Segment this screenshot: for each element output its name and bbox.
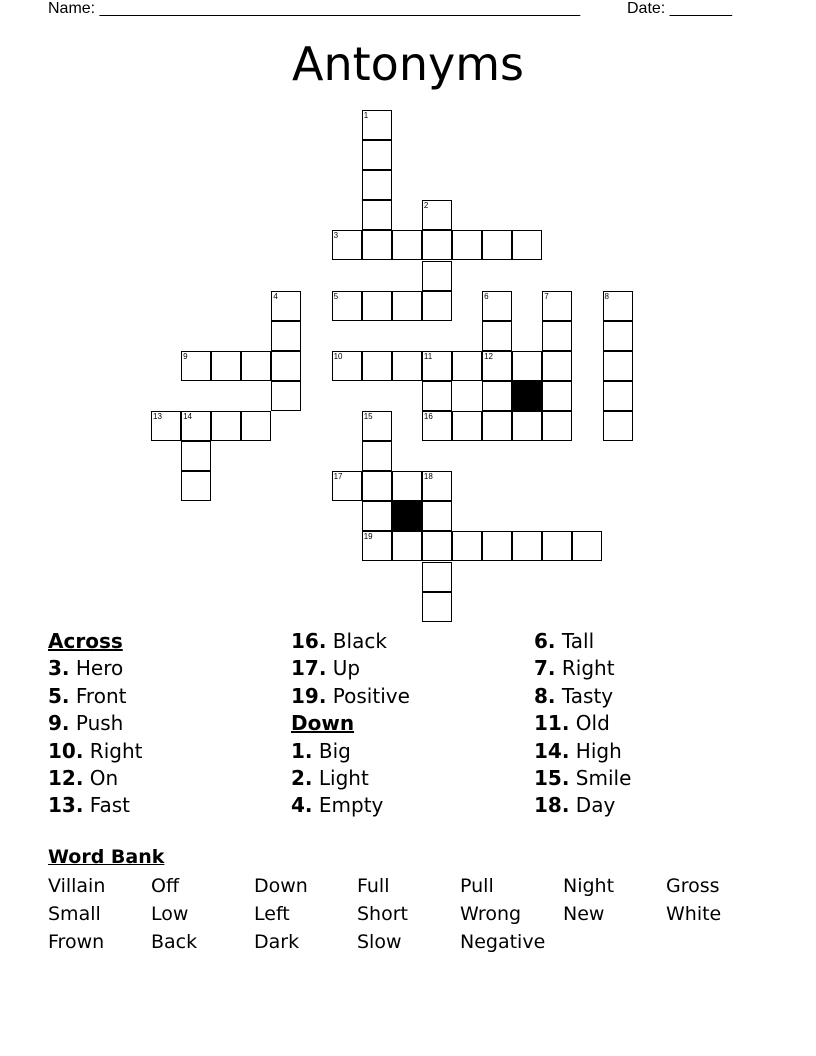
clue-item xyxy=(534,765,631,792)
clue-item xyxy=(291,792,410,819)
word-bank-word: Frown xyxy=(48,931,105,953)
clue-item-number: 13. xyxy=(48,793,84,818)
clue-item-text: Push xyxy=(75,711,124,736)
grid-cell[interactable] xyxy=(482,230,512,260)
grid-cell[interactable] xyxy=(603,381,633,411)
grid-cell[interactable] xyxy=(512,351,542,381)
clue-number: 16 xyxy=(423,412,433,421)
word-bank-word: Villain xyxy=(48,875,106,897)
grid-cell[interactable] xyxy=(241,351,271,381)
grid-cell[interactable] xyxy=(362,291,392,321)
grid-cell[interactable] xyxy=(572,531,602,561)
grid-cell[interactable] xyxy=(452,351,482,381)
word-bank-word: White xyxy=(666,903,722,925)
clue-item-text: Up xyxy=(332,656,361,681)
word-bank-word: Left xyxy=(254,903,290,925)
clue-item-text: Light xyxy=(318,766,369,791)
grid-cell[interactable] xyxy=(422,230,452,260)
clue-item-number: 11. xyxy=(534,711,570,736)
clue-item-text: Tall xyxy=(561,629,595,653)
clue-item xyxy=(291,738,410,765)
word-bank-word: Dark xyxy=(254,931,300,953)
grid-cell[interactable] xyxy=(482,351,512,381)
grid-cell[interactable] xyxy=(422,200,452,230)
grid-cell[interactable] xyxy=(362,110,392,140)
clue-item-text: Hero xyxy=(75,656,124,681)
grid-cell[interactable] xyxy=(452,411,482,441)
word-bank-word: Low xyxy=(151,903,189,925)
clue-number: 19 xyxy=(363,532,373,542)
grid-cell[interactable] xyxy=(392,291,422,321)
grid-cell[interactable] xyxy=(271,381,301,411)
clue-item xyxy=(48,710,142,737)
clue-item-text: High xyxy=(575,738,622,763)
grid-cell[interactable] xyxy=(332,471,362,501)
grid-cell[interactable] xyxy=(181,411,211,441)
clue-item-number: 7. xyxy=(534,656,556,681)
word-bank-title: Word Bank xyxy=(48,846,165,868)
clue-number: 13 xyxy=(153,412,162,421)
grid-cell[interactable] xyxy=(271,291,301,321)
clue-item xyxy=(534,710,631,737)
block-cell xyxy=(392,501,422,531)
grid-cell[interactable] xyxy=(482,531,512,561)
clue-item-text: Black xyxy=(332,629,387,653)
word-bank-word: New xyxy=(563,903,605,925)
clue-item xyxy=(48,765,142,792)
clue-item xyxy=(291,655,410,682)
clue-number: 12 xyxy=(484,351,493,361)
clue-item-number: 19. xyxy=(291,683,327,708)
clue-item xyxy=(534,683,631,710)
grid-cell[interactable] xyxy=(392,230,422,260)
clue-item-number: 14. xyxy=(534,738,570,763)
word-bank-word: Down xyxy=(254,875,308,897)
clue-number: 9 xyxy=(183,351,188,361)
clue-item xyxy=(534,792,631,819)
word-bank-word: Full xyxy=(357,875,390,897)
grid-cell[interactable] xyxy=(452,230,482,260)
grid-cell[interactable] xyxy=(422,261,452,291)
grid-cell[interactable] xyxy=(362,200,392,230)
clue-number: 5 xyxy=(333,291,339,301)
clue-item-number: 18. xyxy=(534,793,570,818)
word-bank-word: Gross xyxy=(666,875,720,897)
word-bank-word: Short xyxy=(357,903,408,925)
clue-item-text: On xyxy=(89,766,119,791)
clue-item-text: Old xyxy=(575,711,610,736)
clue-item xyxy=(48,738,142,765)
grid-cell[interactable] xyxy=(542,381,572,411)
clue-item-number: 17. xyxy=(291,656,327,681)
grid-cell[interactable] xyxy=(392,471,422,501)
clue-item xyxy=(291,765,410,792)
clue-number: 10 xyxy=(333,351,343,361)
clue-item-number: 6. xyxy=(534,629,556,653)
grid-cell[interactable] xyxy=(603,351,633,381)
clue-section-heading: Across xyxy=(48,629,123,653)
grid-cell[interactable] xyxy=(362,170,392,200)
grid-cell[interactable] xyxy=(603,321,633,351)
grid-cell[interactable] xyxy=(512,531,542,561)
clue-number: 11 xyxy=(423,351,433,361)
grid-cell[interactable] xyxy=(211,351,241,381)
clue-item-number: 9. xyxy=(48,711,70,736)
grid-cell[interactable] xyxy=(181,351,211,381)
clue-item xyxy=(534,628,631,655)
clue-number: 4 xyxy=(273,291,278,301)
grid-cell[interactable] xyxy=(512,230,542,260)
word-bank-word: Wrong xyxy=(460,903,522,925)
grid-cell[interactable] xyxy=(422,501,452,531)
clue-item-number: 4. xyxy=(291,793,313,818)
grid-cell[interactable] xyxy=(332,230,362,260)
grid-cell[interactable] xyxy=(542,291,572,321)
clue-item xyxy=(534,738,631,765)
grid-cell[interactable] xyxy=(542,351,572,381)
grid-cell[interactable] xyxy=(362,471,392,501)
word-bank-word: Slow xyxy=(357,931,402,953)
clue-number: 7 xyxy=(544,291,549,301)
clue-number: 14 xyxy=(183,412,192,421)
grid-cell[interactable] xyxy=(271,321,301,351)
clue-item-text: Fast xyxy=(89,793,130,818)
clue-item xyxy=(534,655,631,682)
grid-cell[interactable] xyxy=(362,411,392,441)
grid-cell[interactable] xyxy=(151,411,181,441)
clue-item-text: Front xyxy=(75,683,127,708)
clue-number: 8 xyxy=(604,291,609,301)
clue-item xyxy=(291,683,410,710)
word-bank-word: Off xyxy=(151,875,180,897)
grid-cell[interactable] xyxy=(482,321,512,351)
grid-cell[interactable] xyxy=(422,471,452,501)
grid-cell[interactable] xyxy=(603,411,633,441)
grid-cell[interactable] xyxy=(542,531,572,561)
grid-cell[interactable] xyxy=(422,411,452,441)
clue-number: 15 xyxy=(363,412,373,421)
word-bank-word: Negative xyxy=(460,931,546,953)
grid-cell[interactable] xyxy=(422,291,452,321)
grid-cell[interactable] xyxy=(392,531,422,561)
clue-item-text: Smile xyxy=(575,766,632,791)
grid-cell[interactable] xyxy=(332,291,362,321)
clue-item-number: 16. xyxy=(291,629,327,653)
block-cell xyxy=(512,381,542,411)
grid-cell[interactable] xyxy=(362,140,392,170)
grid-cell[interactable] xyxy=(211,411,241,441)
grid-cell[interactable] xyxy=(422,531,452,561)
grid-cell[interactable] xyxy=(362,351,392,381)
grid-cell[interactable] xyxy=(362,531,392,561)
grid-cell[interactable] xyxy=(332,351,362,381)
clue-item xyxy=(48,683,142,710)
clue-item-text: Empty xyxy=(318,793,384,818)
grid-cell[interactable] xyxy=(603,291,633,321)
clue-item-text: Tasty xyxy=(561,683,614,708)
grid-cell[interactable] xyxy=(542,411,572,441)
grid-cell[interactable] xyxy=(271,351,301,381)
grid-cell[interactable] xyxy=(422,381,452,411)
clues-column-1 xyxy=(48,628,142,820)
clue-number: 18 xyxy=(423,472,433,482)
clue-item-text: Day xyxy=(575,793,616,818)
grid-cell[interactable] xyxy=(512,411,542,441)
clue-item-number: 2. xyxy=(291,766,313,791)
grid-cell[interactable] xyxy=(452,531,482,561)
clue-item-number: 1. xyxy=(291,738,313,763)
grid-cell[interactable] xyxy=(482,381,512,411)
grid-cell[interactable] xyxy=(422,562,452,592)
clues-column-2 xyxy=(291,628,410,820)
clue-item-text: Big xyxy=(318,738,351,763)
grid-cell[interactable] xyxy=(181,471,211,501)
clue-number: 3 xyxy=(333,231,339,241)
clue-number: 1 xyxy=(363,111,369,120)
clue-item xyxy=(291,628,410,655)
clue-number: 17 xyxy=(333,472,343,482)
clue-item-number: 15. xyxy=(534,766,570,791)
clue-item-text: Right xyxy=(561,656,615,681)
clue-number: 2 xyxy=(423,201,429,211)
grid-cell[interactable] xyxy=(181,441,211,471)
grid-cell[interactable] xyxy=(362,441,392,471)
grid-cell[interactable] xyxy=(542,321,572,351)
clues-column-3 xyxy=(534,628,631,820)
name-field[interactable]: Name: ______________________________________________________ xyxy=(48,0,581,17)
page-title: Antonyms xyxy=(292,37,524,91)
clue-item xyxy=(48,792,142,819)
clue-item-number: 5. xyxy=(48,683,70,708)
word-bank-word: Small xyxy=(48,903,101,925)
date-field[interactable]: Date: _______ xyxy=(627,0,732,17)
grid-cell[interactable] xyxy=(422,592,452,622)
grid-cell[interactable] xyxy=(422,351,452,381)
word-bank-word: Back xyxy=(151,931,198,953)
clue-section-heading: Down xyxy=(291,711,355,736)
clue-item-number: 8. xyxy=(534,683,556,708)
grid-cell[interactable] xyxy=(241,411,271,441)
grid-cell[interactable] xyxy=(482,411,512,441)
clue-item-text: Positive xyxy=(332,683,410,708)
clue-item-number: 3. xyxy=(48,656,70,681)
word-bank-word: Pull xyxy=(460,875,494,897)
clue-item-number: 10. xyxy=(48,738,84,763)
grid-cell[interactable] xyxy=(392,351,422,381)
clue-number: 6 xyxy=(484,291,489,301)
clue-item-text: Right xyxy=(89,738,143,763)
grid-cell[interactable] xyxy=(362,230,392,260)
clue-item-number: 12. xyxy=(48,766,84,791)
grid-cell[interactable] xyxy=(482,291,512,321)
clue-item xyxy=(48,655,142,682)
grid-cell[interactable] xyxy=(362,501,392,531)
word-bank-word: Night xyxy=(563,875,615,897)
